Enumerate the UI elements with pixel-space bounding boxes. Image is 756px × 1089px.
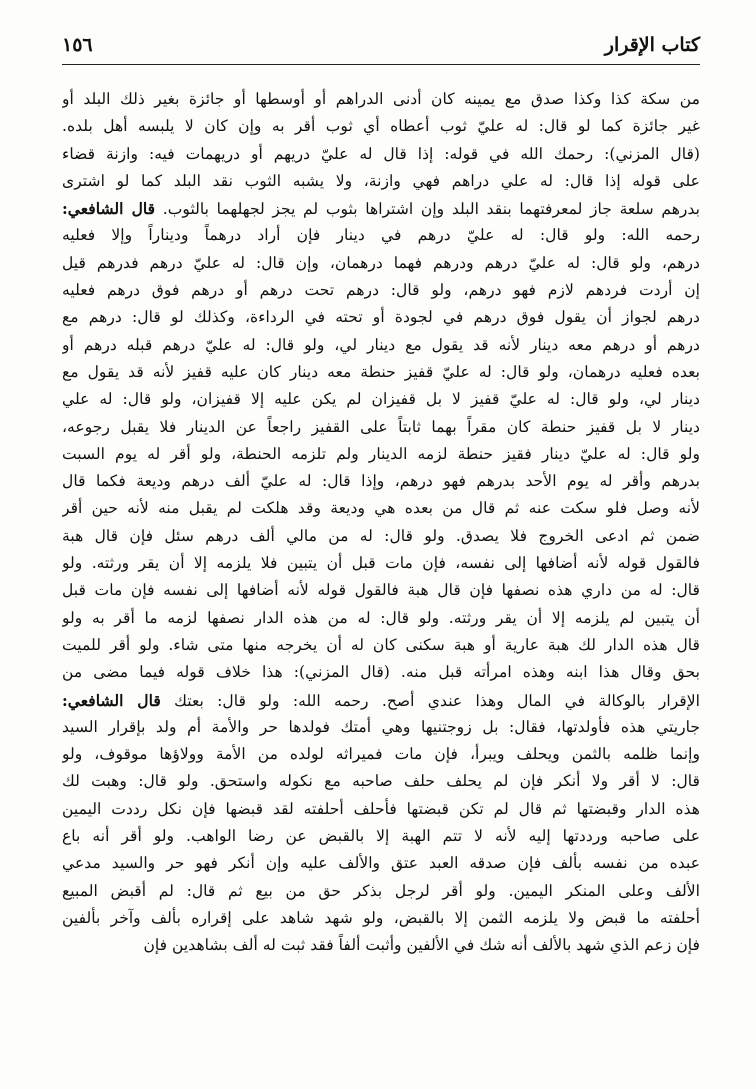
text-line-22: بحق وقال هذا ابنه وهذه امرأته قبل منه. (قال المزني): هذا خلاف قوله فيما مضى من — [62, 663, 700, 682]
text-line-6: رحمه الله: ولو قال: له عليّ درهم في دينار فإن أراد درهماً وديناراً وإلا فعليه — [62, 226, 700, 245]
text-line-13: دينار لا بل قفيز حنطة كان مقراً بهما ثابتاً على القفيز راجعاً عن الدينار فلا يقبل رجوعه، — [62, 417, 700, 436]
text-line-11: بعده فعليه درهمان، ولو قال: له عليّ قفيز حنطة معه دينار كان عليه قفيز لأنه قد يقول مع — [62, 362, 700, 381]
text-line-4: على قوله إذا قال: له علي دراهم فهي وازنة، ولا يشبه الثوب نقد البلد كما لو اشترى — [62, 171, 700, 190]
text-line-1: من سكة كذا وكذا صدق مع يمينه كان أدنى الدراهم أو أوسطها أو جائزة بغير ذلك البلد أو — [62, 90, 700, 108]
text-line-8: إن أردت فردهم لازم فهو درهم، ولو قال: درهم تحت درهم أو درهم فوق درهم فعليه — [62, 281, 700, 300]
text-line-25: وإنما ظلمه بالثمن ويحلف ويبرأ، فإن مات فميراثه لولده من الأمة وولاؤها موقوف، ولو — [62, 745, 700, 764]
bold-term-qal-2: قال الشافعي: — [62, 690, 161, 710]
text-line-5-body: بدرهم سلعة جاز لمعرفتهما بنقد البلد وإن اشتراها بثوب لم يجز لجهلهما بالثوب. — [162, 200, 700, 219]
text-line-2: غير جائزة كما لو قال: له عليّ ثوب أعطاه أي ثوب أقر به وإن كان لا يلبسه أهل بلده. — [62, 117, 700, 136]
text-line-23 — [62, 687, 700, 714]
text-line-27: هذه الدار وقبضتها ثم قال لم تكن قبضتها فأحلف أحلفته لقد قبضها فإن نكل رددت اليمين — [62, 799, 700, 818]
text-line-29: عبده من نفسه بألف فإن صدقه العبد عتق والألف عليه وإن أنكر فهو حر والسيد مدعي — [62, 854, 700, 873]
text-line-15: بدرهم وأقر له يوم الأحد بدرهم فهو درهم، وإذا قال: له عليّ ألف درهم وديعة فكما قال — [62, 472, 700, 491]
text-line-30: الألف وعلى المنكر اليمين. ولو أقر لرجل بذكر حق من بيع ثم قال: لم أقبض المبيع — [62, 881, 700, 900]
text-line-21: قال هذه الدار لك هبة عارية أو هبة سكنى كان له أن يخرجه منها متى شاء. ولو أقر للميت — [62, 635, 700, 654]
body-text — [62, 86, 700, 960]
text-line-10: درهم أو درهم معه دينار لأنه قد يقول مع دينار لي، ولو قال: له عليّ درهم قبله درهم أو — [62, 335, 700, 354]
text-line-26: قال: لا أقر ولا أنكر فإن لم يحلف حلف صاحبه مع نكوله واستحق. ولو قال: وهبت لك — [62, 772, 700, 791]
text-line-5 — [62, 195, 700, 222]
text-line-17: ضمن ثم ادعى الخروج فلا يصدق. ولو قال: له من مالي ألف درهم سئل فإن قال هبة — [62, 526, 700, 545]
text-line-28: على صاحبه ورددتها إليه لأنه لا تتم الهبة إلا بالقبض عن رضا الواهب. ولو أقر أنه باع — [62, 827, 700, 846]
running-title: كتاب الإقرار — [604, 34, 700, 56]
text-line-3: (قال المزني): رحمك الله في قوله: إذا قال له عليّ دريهم أو دريهمات فيه: وازنة قضاء — [62, 144, 700, 163]
text-line-31: أحلفته ما قبض ولا يلزمه الثمن إلا بالقبض، ولو شهد شاهد على إقراره بألف وآخر بألفين — [62, 908, 700, 927]
text-line-9: درهم لجواز أن يقول فوق درهم في لجودة أو تحته في الرداءة، وكذلك لو قال: درهم مع — [62, 308, 700, 327]
text-line-14: ولو قال: له عليّ دينار فقيز حنطة لزمه الدينار ولم تلزمه الحنطة، ولو أقر له يوم السبت — [62, 444, 700, 463]
header-rule — [62, 64, 700, 65]
text-line-12: دينار لي، ولو قال: له عليّ قفيز لا بل قفيزان لم يكن عليه إلا قفيزان، ولو قال: له علي — [62, 390, 700, 409]
text-line-32: فإن زعم الذي شهد بالألف أنه شك في الألفين وأثبت ألفاً فقد ثبت له ألف بشاهدين فإن — [143, 936, 700, 955]
text-line-7: درهم، ولو قال: له عليّ درهم ودرهم فهما درهمان، وإن قال: له عليّ درهم فدرهم قيل — [62, 253, 700, 272]
text-line-24: جاريتي هذه فأولدتها، فقال: بل زوجتنيها وهي أمتك فولدها حر والأمة أم ولد بإقرار السيد — [62, 717, 700, 736]
text-line-19: قال: له من داري هذه نصفها فإن قال هبة فالقول قوله لأنه أضافها إلى نفسه فإن مات قبل — [62, 581, 700, 600]
text-line-18: فالقول قوله لأنه أضافها إلى نفسه، فإن مات قبل أن يتبين فلا يلزمه إلا أن يقر ورثته. ولو — [62, 554, 700, 573]
page-header — [62, 34, 700, 68]
text-line-23-body: الإقرار بالوكالة في المال وهذا عندي أصح. رحمه الله: ولو قال: بعتك — [174, 691, 700, 710]
text-line-16: لأنه وصل فلو سكت عنه ثم قال من بعده هي وديعة وقد هلكت لم يقبل منه لأنه حين أقر — [62, 499, 700, 518]
text-line-20: أن يتبين لم يلزمه إلا أن يقر ورثته. ولو قال: له من هذه الدار نصفها لزمه ما أقر به ولو — [62, 608, 700, 627]
page-number: ١٥٦ — [62, 34, 93, 56]
bold-term-qal: قال الشافعي: — [62, 199, 156, 219]
